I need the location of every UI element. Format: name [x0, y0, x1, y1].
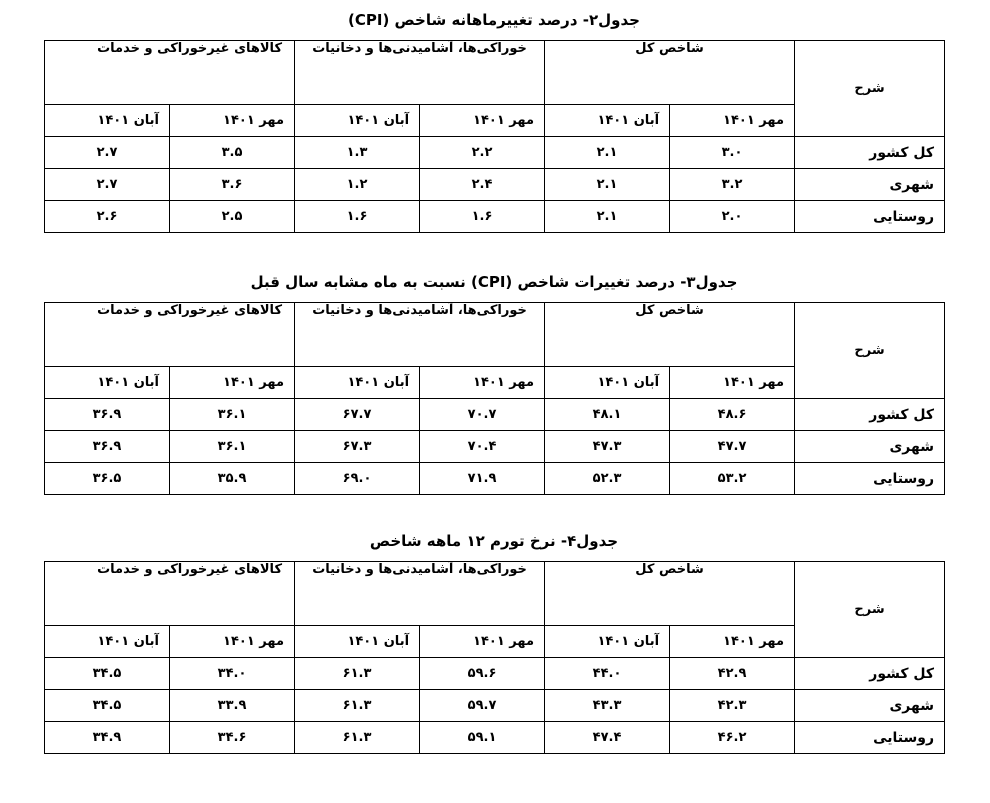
value-cell: ۷۰.۴: [420, 431, 545, 463]
header-group: خوراکی‌ها، آشامیدنی‌ها و دخانیات: [295, 562, 545, 626]
value-cell: ۳۴.۵: [45, 658, 170, 690]
value-cell: ۳۴.۹: [45, 722, 170, 754]
row-label: شهری: [795, 169, 945, 201]
header-month: مهر ۱۴۰۱: [670, 626, 795, 658]
value-cell: ۴۶.۲: [670, 722, 795, 754]
value-cell: ۵۹.۶: [420, 658, 545, 690]
header-month: آبان ۱۴۰۱: [295, 105, 420, 137]
value-cell: ۲.۵: [170, 201, 295, 233]
header-month: آبان ۱۴۰۱: [45, 105, 170, 137]
table-row: [45, 201, 945, 233]
value-cell: ۳۴.۰: [170, 658, 295, 690]
row-label: روستایی: [795, 463, 945, 495]
header-month: مهر ۱۴۰۱: [170, 367, 295, 399]
value-cell: ۳۶.۱: [170, 431, 295, 463]
table-row: [45, 690, 945, 722]
value-cell: ۴۳.۳: [545, 690, 670, 722]
value-cell: ۱.۶: [420, 201, 545, 233]
header-group: شاخص کل: [545, 562, 795, 626]
header-month: مهر ۱۴۰۱: [420, 367, 545, 399]
value-cell: ۶۷.۷: [295, 399, 420, 431]
row-label: کل کشور: [795, 399, 945, 431]
value-cell: ۵۲.۳: [545, 463, 670, 495]
header-description: شرح: [795, 562, 945, 658]
header-group: شاخص کل: [545, 303, 795, 367]
value-cell: ۶۷.۳: [295, 431, 420, 463]
header-description: شرح: [795, 41, 945, 137]
table-row: [45, 169, 945, 201]
table-row: [45, 658, 945, 690]
header-month: مهر ۱۴۰۱: [420, 105, 545, 137]
value-cell: ۴۸.۶: [670, 399, 795, 431]
value-cell: ۷۰.۷: [420, 399, 545, 431]
header-month: آبان ۱۴۰۱: [545, 367, 670, 399]
value-cell: ۷۱.۹: [420, 463, 545, 495]
header-group: کالاهای غیرخوراکی و خدمات: [45, 41, 295, 105]
value-cell: ۲.۲: [420, 137, 545, 169]
value-cell: ۲.۷: [45, 137, 170, 169]
table-caption: جدول۲- درصد تغییرماهانه شاخص (CPI): [348, 11, 640, 29]
value-cell: ۳۵.۹: [170, 463, 295, 495]
header-month: مهر ۱۴۰۱: [420, 626, 545, 658]
value-cell: ۳۳.۹: [170, 690, 295, 722]
header-group: کالاهای غیرخوراکی و خدمات: [45, 303, 295, 367]
value-cell: ۳۶.۹: [45, 399, 170, 431]
header-group: کالاهای غیرخوراکی و خدمات: [45, 562, 295, 626]
value-cell: ۳۴.۵: [45, 690, 170, 722]
header-group: شاخص کل: [545, 41, 795, 105]
header-month: آبان ۱۴۰۱: [45, 367, 170, 399]
value-cell: ۱.۶: [295, 201, 420, 233]
value-cell: ۱.۲: [295, 169, 420, 201]
header-month: مهر ۱۴۰۱: [670, 105, 795, 137]
header-group: خوراکی‌ها، آشامیدنی‌ها و دخانیات: [295, 41, 545, 105]
header-month: مهر ۱۴۰۱: [170, 626, 295, 658]
value-cell: ۵۹.۷: [420, 690, 545, 722]
table-row: [45, 463, 945, 495]
value-cell: ۲.۶: [45, 201, 170, 233]
value-cell: ۵۳.۲: [670, 463, 795, 495]
header-month: آبان ۱۴۰۱: [295, 367, 420, 399]
value-cell: ۳۶.۹: [45, 431, 170, 463]
table-caption: جدول۳- درصد تغییرات شاخص (CPI) نسبت به ماه مشابه سال قبل: [250, 273, 738, 291]
value-cell: ۴۲.۳: [670, 690, 795, 722]
value-cell: ۲.۴: [420, 169, 545, 201]
value-cell: ۴۴.۰: [545, 658, 670, 690]
value-cell: ۵۹.۱: [420, 722, 545, 754]
value-cell: ۲.۱: [545, 137, 670, 169]
cpi-table: [44, 40, 945, 233]
cpi-table: [44, 302, 945, 495]
value-cell: ۲.۰: [670, 201, 795, 233]
header-month: آبان ۱۴۰۱: [45, 626, 170, 658]
table-row: [45, 399, 945, 431]
row-label: شهری: [795, 431, 945, 463]
row-label: روستایی: [795, 722, 945, 754]
value-cell: ۶۱.۳: [295, 722, 420, 754]
header-month: آبان ۱۴۰۱: [545, 626, 670, 658]
row-label: روستایی: [795, 201, 945, 233]
cpi-table: [44, 561, 945, 754]
value-cell: ۶۹.۰: [295, 463, 420, 495]
table-caption: جدول۴- نرخ تورم ۱۲ ماهه شاخص: [369, 532, 619, 550]
header-group: خوراکی‌ها، آشامیدنی‌ها و دخانیات: [295, 303, 545, 367]
header-description: شرح: [795, 303, 945, 399]
value-cell: ۴۷.۳: [545, 431, 670, 463]
table-row: [45, 431, 945, 463]
row-label: شهری: [795, 690, 945, 722]
header-month: آبان ۱۴۰۱: [295, 626, 420, 658]
value-cell: ۳۶.۵: [45, 463, 170, 495]
header-month: آبان ۱۴۰۱: [545, 105, 670, 137]
table-row: [45, 722, 945, 754]
table-row: [45, 137, 945, 169]
row-label: کل کشور: [795, 658, 945, 690]
value-cell: ۳.۲: [670, 169, 795, 201]
value-cell: ۱.۳: [295, 137, 420, 169]
header-month: مهر ۱۴۰۱: [670, 367, 795, 399]
value-cell: ۲.۷: [45, 169, 170, 201]
value-cell: ۶۱.۳: [295, 658, 420, 690]
value-cell: ۳.۵: [170, 137, 295, 169]
value-cell: ۳.۶: [170, 169, 295, 201]
value-cell: ۳۴.۶: [170, 722, 295, 754]
value-cell: ۴۷.۴: [545, 722, 670, 754]
value-cell: ۴۸.۱: [545, 399, 670, 431]
header-month: مهر ۱۴۰۱: [170, 105, 295, 137]
value-cell: ۲.۱: [545, 169, 670, 201]
value-cell: ۳۶.۱: [170, 399, 295, 431]
value-cell: ۳.۰: [670, 137, 795, 169]
value-cell: ۴۷.۷: [670, 431, 795, 463]
row-label: کل کشور: [795, 137, 945, 169]
value-cell: ۶۱.۳: [295, 690, 420, 722]
value-cell: ۴۲.۹: [670, 658, 795, 690]
value-cell: ۲.۱: [545, 201, 670, 233]
